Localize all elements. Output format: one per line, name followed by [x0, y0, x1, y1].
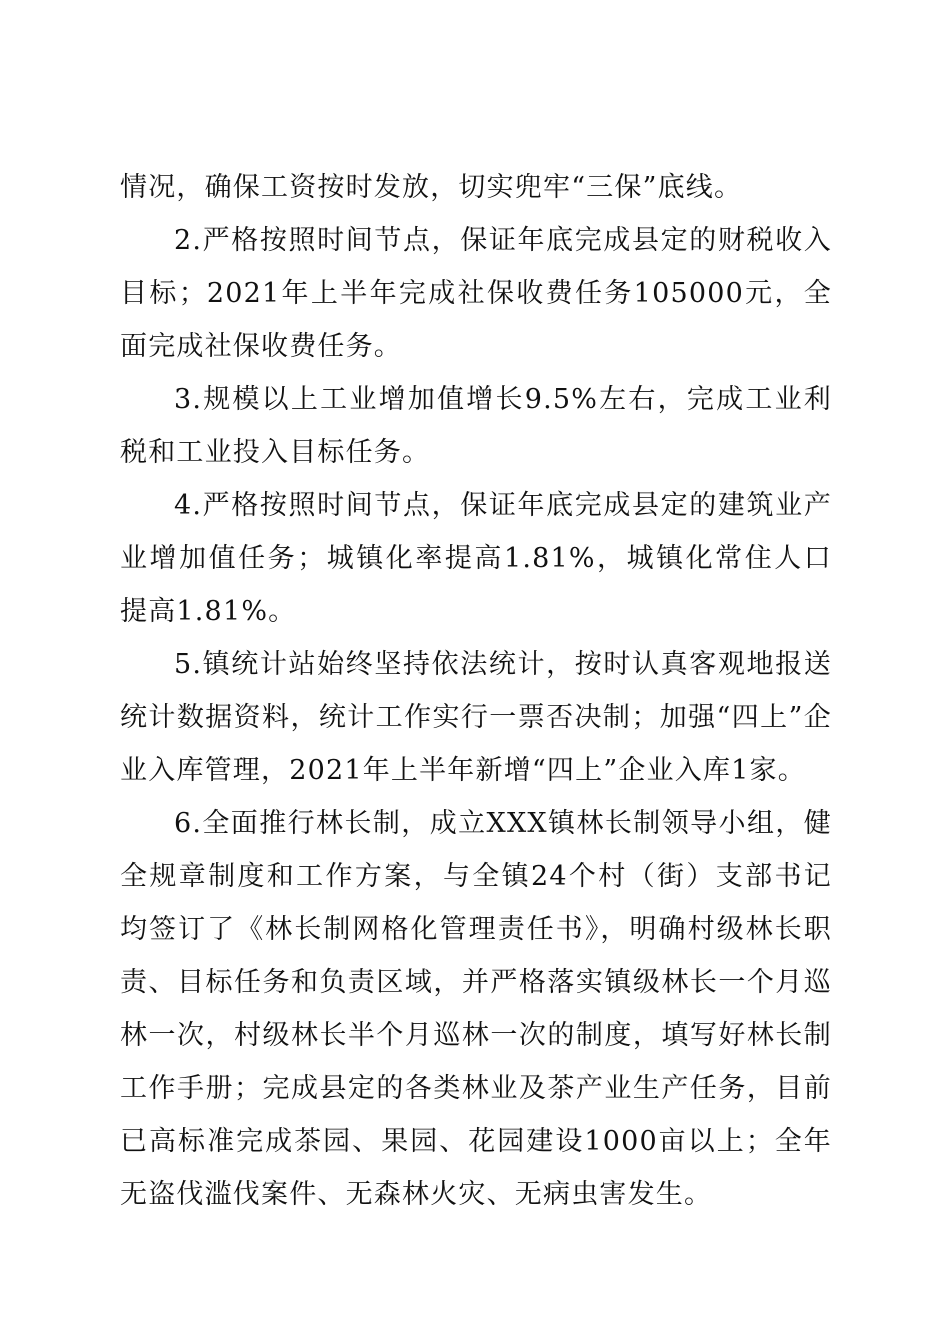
paragraph-item-2: 2.严格按照时间节点，保证年底完成县定的财税收入目标；2021年上半年完成社保收费任务105000元，全面完成社保收费任务。 — [120, 225, 832, 362]
paragraph-item-3: 3.规模以上工业增加值增长9.5%左右，完成工业利税和工业投入目标任务。 — [120, 384, 832, 468]
paragraph-item-5: 5.镇统计站始终坚持依法统计，按时认真客观地报送统计数据资料，统计工作实行一票否决制；加强“四上”企业入库管理，2021年上半年新增“四上”企业入库1家。 — [120, 649, 832, 786]
paragraph-continuation: 情况，确保工资按时发放，切实兜牢“三保”底线。 — [120, 172, 743, 203]
paragraph-item-6: 6.全面推行林长制，成立XXX镇林长制领导小组，健全规章制度和工作方案，与全镇24个村（街）支部书记均签订了《林长制网格化管理责任书》，明确村级林长职责、目标任务和负责区域，并严格落实镇级林长一个月巡林一次，村级林长半个月巡林一次的制度，填写好林长制工作手册；完成县定的各类林业及茶产业生产任务，目前已高标准完成茶园、果园、花园建设1000亩以上；全年无盗伐滥伐案件、无森林火灾、无病虫害发生。 — [120, 808, 832, 1210]
paragraph-item-4: 4.严格按照时间节点，保证年底完成县定的建筑业产业增加值任务；城镇化率提高1.81%，城镇化常住人口提高1.81%。 — [120, 490, 832, 627]
document-body — [120, 161, 832, 1221]
